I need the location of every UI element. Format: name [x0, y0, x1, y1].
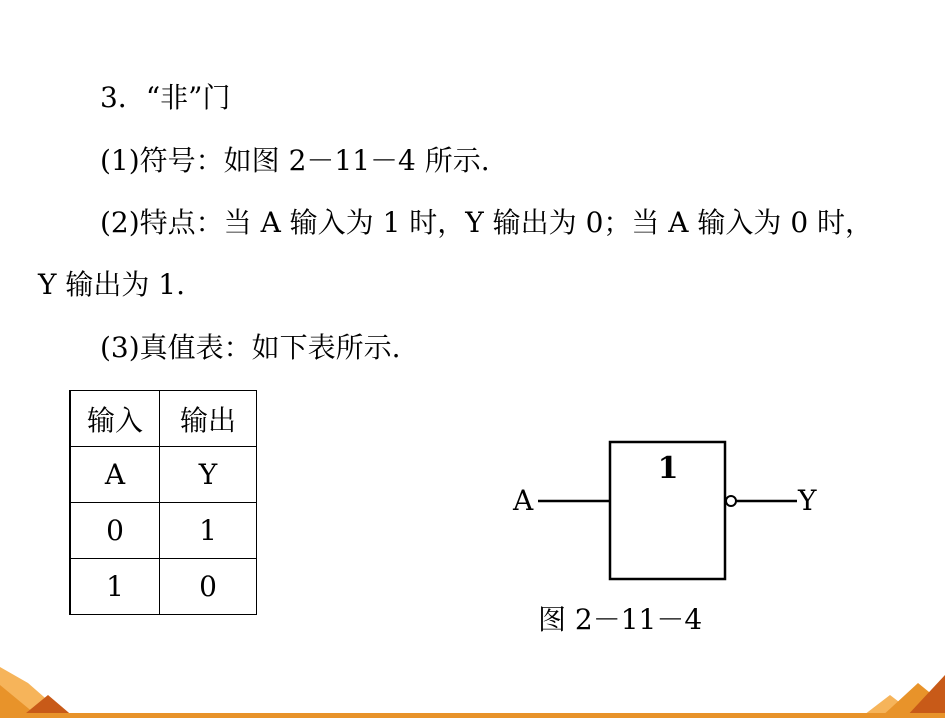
gate-input-label: A	[513, 484, 534, 517]
table-cell: 1	[70, 559, 160, 615]
gate-symbol-label: 1	[657, 451, 679, 486]
table-cell: 0	[160, 559, 257, 615]
feature-line: (2)特点：当 A 输入为 1 时，Y 输出为 0；当 A 输入为 0 时，	[100, 206, 874, 239]
gate-output-label: Y	[798, 484, 817, 517]
truth-table-line: (3)真值表：如下表所示.	[100, 331, 401, 364]
section-heading: 3．“非”门	[100, 81, 231, 114]
table-cell: 1	[160, 503, 257, 559]
feature-line-continued: Y 输出为 1.	[38, 268, 186, 301]
footer-bar	[0, 713, 945, 718]
table-header-row	[70, 391, 257, 447]
table-cell: 0	[70, 503, 160, 559]
table-row	[70, 503, 257, 559]
table-cell: Y	[160, 447, 257, 503]
header-input: 输入	[70, 391, 160, 447]
footer-decoration	[0, 655, 945, 718]
truth-table	[69, 390, 257, 615]
not-gate-diagram	[510, 435, 830, 585]
table-row	[70, 559, 257, 615]
header-output: 输出	[160, 391, 257, 447]
symbol-line: (1)符号：如图 2－11－4 所示.	[100, 144, 490, 177]
negation-bubble	[726, 496, 736, 506]
table-cell: A	[70, 447, 160, 503]
table-row	[70, 447, 257, 503]
figure-caption: 图 2－11－4	[538, 603, 703, 636]
